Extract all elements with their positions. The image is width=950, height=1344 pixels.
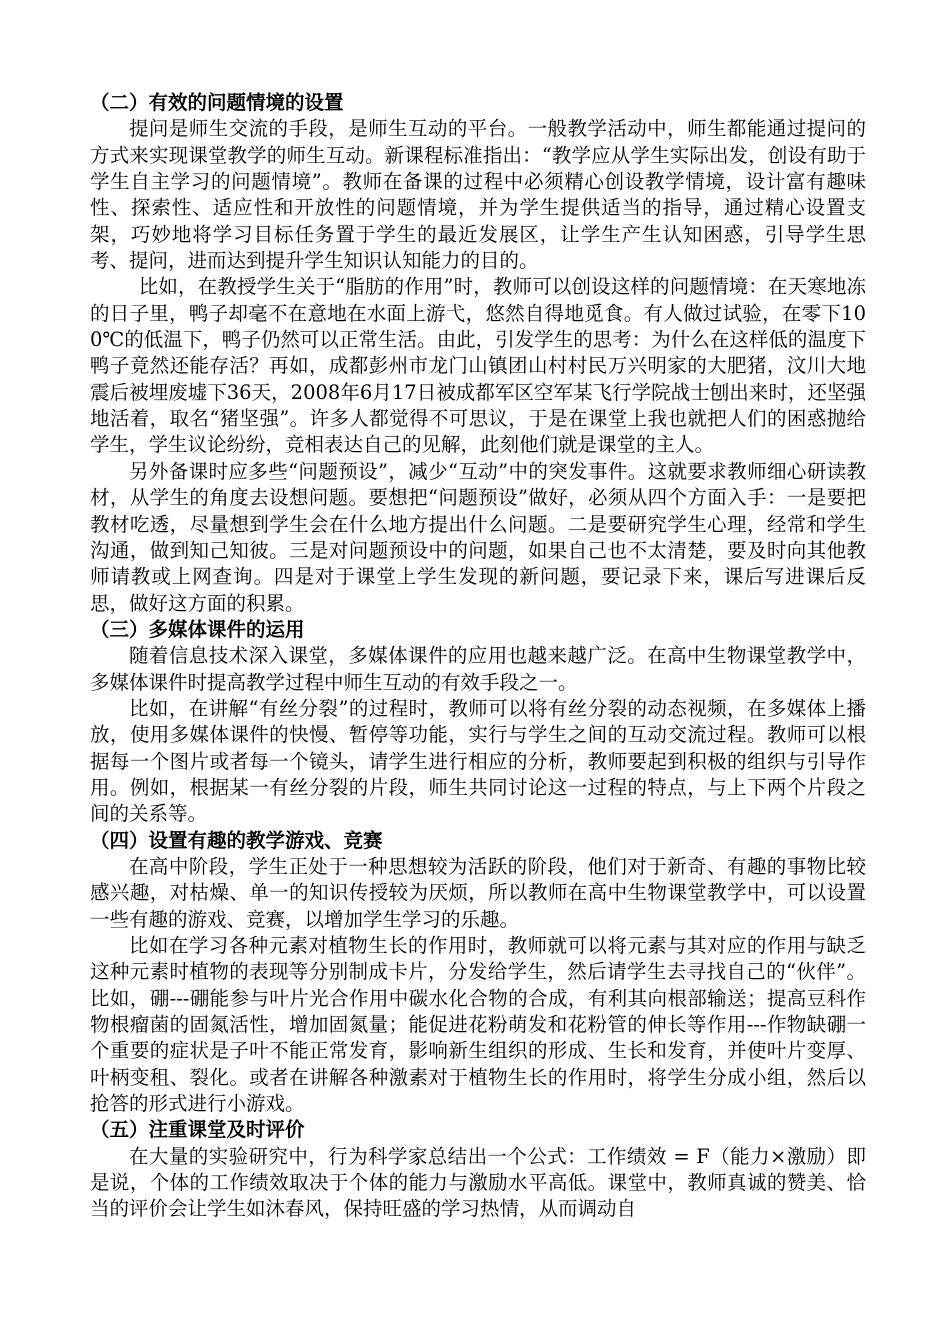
paragraph: 比如在学习各种元素对植物生长的作用时，教师就可以将元素与其对应的作用与缺乏这种元素时植物的表现等分别制成卡片，分发给学生，然后请学生去寻找自己的“伙伴”。比如，硼---硼能参与叶片光合作用中碳水化合物的合成，有利其向根部输送；提高豆科作物根瘤菌的固氮活性，增加固氮量；能促进花粉萌发和花粉管的伸长等作用---作物缺硼一个重要的症状是子叶不能正常发育，影响新生组织的形成、生长和发育，并使叶片变厚、叶柄变租、裂化。或者在讲解各种激素对于植物生长的作用时，将学生分成小组，然后以抢答的形式进行小游戏。	[90, 934, 866, 1116]
section-3	[90, 617, 866, 828]
paragraph: 比如，在讲解“有丝分裂”的过程时，教师可以将有丝分裂的动态视频，在多媒体上播放，使用多媒体课件的快慢、暂停等功能，实行与学生之间的互动交流过程。教师可以根据每一个图片或者每一个镜头，请学生进行相应的分析，教师要起到积极的组织与引导作用。例如，根据某一有丝分裂的片段，师生共同讨论这一过程的特点，与上下两个片段之间的关系等。	[90, 696, 866, 826]
paragraph: 比如，在教授学生关于“脂肪的作用”时，教师可以创设这样的问题情境：在天寒地冻的日子里，鸭子却毫不在意地在水面上游弋，悠然自得地觅食。有人做过试验，在零下100℃的低温下，鸭子仍然可以正常生活。由此，引发学生的思考：为什么在这样低的温度下鸭子竟然还能存活？再如，成都彭州市龙门山镇团山村村民万兴明家的大肥猪，汶川大地震后被埋废墟下36天，2008年6月17日被成都军区空军某飞行学院战士刨出来时，还坚强地活着，取名“猪坚强”。许多人都觉得不可思议，于是在课堂上我也就把人们的困惑抛给学生，学生议论纷纷，竞相表达自己的见解，此刻他们就是课堂的主人。	[90, 275, 866, 457]
section-heading: （二）有效的问题情境的设置	[90, 91, 344, 114]
section-heading: （三）多媒体课件的运用	[90, 617, 305, 641]
section-4	[90, 828, 866, 1118]
document-page	[90, 90, 866, 1223]
paragraph: 在高中阶段，学生正处于一种思想较为活跃的阶段，他们对于新奇、有趣的事物比较感兴趣，对枯燥、单一的知识传授较为厌烦，所以教师在高中生物课堂教学中，可以设置一些有趣的游戏、竞赛，以增加学生学习的乐趣。	[90, 854, 866, 931]
section-heading: （四）设置有趣的教学游戏、竞赛	[90, 828, 383, 852]
section-2	[90, 90, 866, 617]
section-heading: （五）注重课堂及时评价	[90, 1118, 305, 1142]
paragraph: 另外备课时应多些“问题预设”，减少“互动”中的突发事件。这就要求教师细心研读教材，从学生的角度去设想问题。要想把“问题预设”做好，必须从四个方面入手：一是要把教材吃透，尽量想到学生会在什么地方提出什么问题。二是要研究学生心理，经常和学生沟通，做到知己知彼。三是对问题预设中的问题，如果自己也不太清楚，要及时向其他教师请教或上网查询。四是对于课堂上学生发现的新问题，要记录下来，课后写进课后反思，做好这方面的积累。	[90, 459, 866, 615]
section-5	[90, 1117, 866, 1222]
paragraph: 提问是师生交流的手段，是师生互动的平台。一般教学活动中，师生都能通过提问的方式来实现课堂教学的师生互动。新课程标准指出：“教学应从学生实际出发，创设有助于学生自主学习的问题情境”。教师在备课的过程中必须精心创设教学情境，设计富有趣味性、探索性、适应性和开放性的问题情境，并为学生提供适当的指导，通过精心设置支架，巧妙地将学习目标任务置于学生的最近发展区，让学生产生认知困惑，引导学生思考、提问，进而达到提升学生知识认知能力的目的。	[90, 117, 866, 273]
paragraph: 随着信息技术深入课堂，多媒体课件的应用也越来越广泛。在高中生物课堂教学中，多媒体课件时提高教学过程中师生互动的有效手段之一。	[90, 644, 866, 694]
paragraph: 在大量的实验研究中，行为科学家总结出一个公式：工作绩效 = F（能力×激励）即是说，个体的工作绩效取决于个体的能力与激励水平高低。课堂中，教师真诚的赞美、恰当的评价会让学生如沐春风，保持旺盛的学习热情，从而调动自	[90, 1144, 866, 1221]
